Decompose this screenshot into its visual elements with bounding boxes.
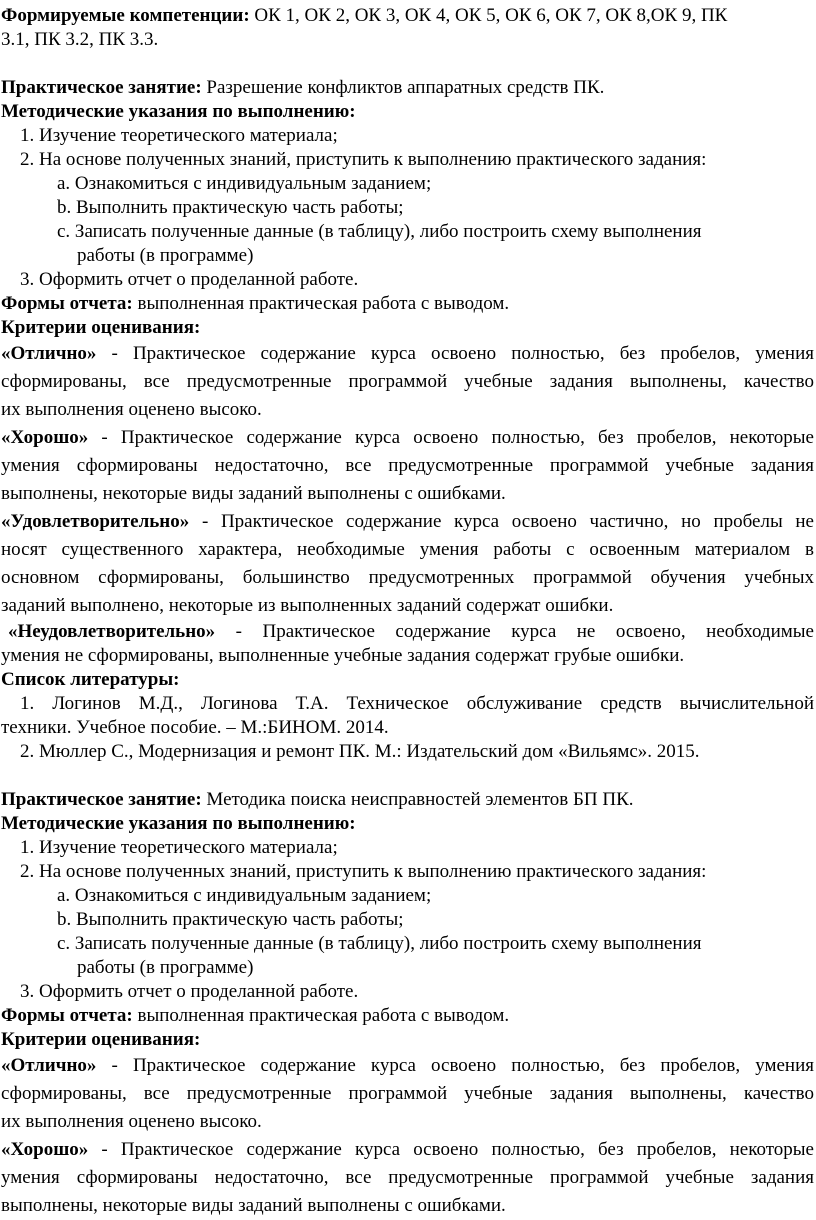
criteria-text: - Практическое содержание курса освоено частично, но пробелы не [189, 511, 814, 532]
lesson-1-criteria-unsatisfactory [0, 620, 816, 668]
lesson-1-step-1: 1. Изучение теоретического материала; [20, 125, 338, 146]
competencies-label: Формируемые компетенции: [1, 5, 250, 26]
criteria-line: умения сформированы недостаточно, все предусмотренные программой учебные задания [1, 455, 814, 476]
lesson-1-step-2: 2. На основе полученных знаний, приступить к выполнению практического задания: [20, 149, 707, 170]
criteria-grade-label: «Неудовлетворительно» [8, 621, 216, 642]
criteria-line [0, 620, 816, 644]
spacer [0, 764, 816, 788]
lesson-1-step-3: 3. Оформить отчет о проделанной работе. [20, 269, 359, 290]
lesson-2-step-2a: a. Ознакомиться с индивидуальным заданием; [57, 885, 432, 906]
criteria-line: носят существенного характера, необходимые умения работы с освоенным материалом в [1, 539, 814, 560]
lesson-1-title [0, 76, 816, 100]
criteria-text: - Практическое содержание курса освоено полностью, без пробелов, некоторые [88, 1139, 814, 1160]
lesson-2-report [0, 1004, 816, 1028]
lesson-2-step-2c: c. Записать полученные данные (в таблицу), либо построить схему выполнения [57, 933, 702, 954]
report-label: Формы отчета: [1, 1005, 133, 1026]
criteria-line: их выполнения оценено высоко. [1, 1111, 262, 1132]
criteria-grade-label: «Отлично» [1, 343, 97, 364]
lesson-1-guide-label: Методические указания по выполнению: [1, 101, 356, 122]
lesson-1-step-2a: a. Ознакомиться с индивидуальным заданием; [57, 173, 432, 194]
lesson-title-text: Методика поиска неисправностей элементов БП ПК. [201, 789, 634, 810]
lesson-2-criteria-good [0, 1136, 816, 1220]
lesson-title-label: Практическое занятие: [1, 789, 202, 810]
criteria-line: заданий выполнено, некоторые из выполненных заданий содержат ошибки. [1, 595, 614, 616]
lesson-1-literature-label: Список литературы: [1, 669, 180, 690]
lesson-2-step-1: 1. Изучение теоретического материала; [20, 837, 338, 858]
lesson-1-criteria-good [0, 424, 816, 508]
report-label: Формы отчета: [1, 293, 133, 314]
criteria-text: - Практическое содержание курса освоено полностью, без пробелов, умения [96, 1055, 814, 1076]
lesson-2-step-2: 2. На основе полученных знаний, приступить к выполнению практического задания: [20, 861, 707, 882]
lesson-2-criteria-label: Критерии оценивания: [1, 1029, 201, 1050]
criteria-text: - Практическое содержание курса освоено полностью, без пробелов, некоторые [88, 427, 814, 448]
criteria-line [0, 340, 816, 368]
lesson-1-report [0, 292, 816, 316]
lesson-title-text: Разрешение конфликтов аппаратных средств ПК. [201, 77, 605, 98]
criteria-line [0, 1136, 816, 1164]
lesson-1-criteria-satisfactory [0, 508, 816, 620]
criteria-line [0, 424, 816, 452]
criteria-line: основном сформированы, большинство предусмотренных программой обучения учебных [1, 567, 814, 588]
literature-item-1-cont: техники. Учебное пособие. – М.:БИНОМ. 2014. [1, 717, 389, 738]
report-text: выполненная практическая работа с выводом. [132, 1005, 510, 1026]
criteria-line: их выполнения оценено высоко. [1, 399, 262, 420]
lesson-1-criteria-label: Критерии оценивания: [1, 317, 201, 338]
criteria-text: - Практическое содержание курса не освоено, необходимые [215, 621, 814, 642]
lesson-2-step-2b: b. Выполнить практическую часть работы; [57, 909, 404, 930]
competencies-line-1 [0, 4, 816, 28]
criteria-line: умения не сформированы, выполненные учебные задания содержат грубые ошибки. [1, 645, 685, 666]
lesson-1-criteria-excellent [0, 340, 816, 424]
literature-item-2: 2. Мюллер С., Модернизация и ремонт ПК. М.: Издательский дом «Вильямс». 2015. [20, 741, 700, 762]
lesson-2-title [0, 788, 816, 812]
criteria-line [0, 508, 816, 536]
criteria-line: выполнены, некоторые виды заданий выполнены с ошибками. [1, 1195, 506, 1216]
criteria-text: - Практическое содержание курса освоено полностью, без пробелов, умения [96, 343, 814, 364]
lesson-2-step-3: 3. Оформить отчет о проделанной работе. [20, 981, 359, 1002]
lesson-2-step-2c-cont: работы (в программе) [77, 957, 254, 978]
criteria-line [0, 1052, 816, 1080]
criteria-grade-label: «Отлично» [1, 1055, 97, 1076]
criteria-line: сформированы, все предусмотренные программой учебные задания выполнены, качество [1, 1083, 814, 1104]
report-text: выполненная практическая работа с выводом. [132, 293, 510, 314]
criteria-line: сформированы, все предусмотренные программой учебные задания выполнены, качество [1, 371, 814, 392]
criteria-line: умения сформированы недостаточно, все предусмотренные программой учебные задания [1, 1167, 814, 1188]
lesson-1-step-2b: b. Выполнить практическую часть работы; [57, 197, 404, 218]
criteria-line: выполнены, некоторые виды заданий выполнены с ошибками. [1, 483, 506, 504]
lesson-2-criteria-excellent [0, 1052, 816, 1136]
spacer [0, 52, 816, 76]
lesson-2-guide-label: Методические указания по выполнению: [1, 813, 356, 834]
competencies-text-1: ОК 1, ОК 2, ОК 3, ОК 4, ОК 5, ОК 6, ОК 7, ОК 8,ОК 9, ПК [249, 5, 728, 26]
lesson-title-label: Практическое занятие: [1, 77, 202, 98]
criteria-grade-label: «Хорошо» [1, 427, 89, 448]
literature-item-1: 1. Логинов М.Д., Логинова Т.А. Техническое обслуживание средств вычислительной [20, 693, 814, 714]
criteria-grade-label: «Хорошо» [1, 1139, 89, 1160]
lesson-1-step-2c: c. Записать полученные данные (в таблицу), либо построить схему выполнения [57, 221, 702, 242]
competencies-line-2: 3.1, ПК 3.2, ПК 3.3. [1, 29, 159, 50]
criteria-grade-label: «Удовлетворительно» [1, 511, 190, 532]
lesson-1-step-2c-cont: работы (в программе) [77, 245, 254, 266]
